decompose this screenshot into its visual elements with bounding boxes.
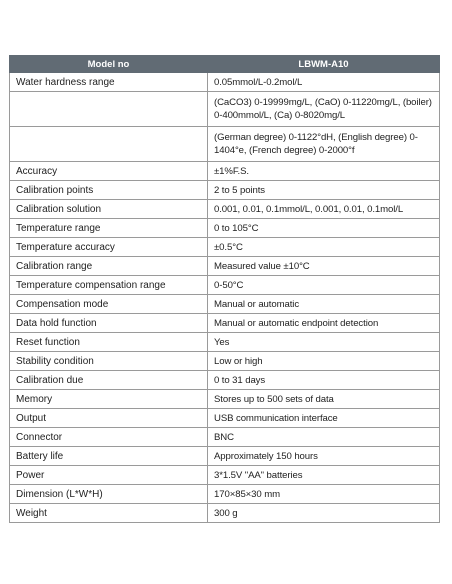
row-label: Stability condition [10, 352, 208, 371]
row-label: Temperature accuracy [10, 238, 208, 257]
table-header-row [10, 56, 440, 73]
row-value: Measured value ±10°C [208, 257, 440, 276]
row-value: 0.05mmol/L-0.2mol/L [208, 73, 440, 92]
row-value: 300 g [208, 504, 440, 523]
row-value: Low or high [208, 352, 440, 371]
row-label: Calibration range [10, 257, 208, 276]
table-row [10, 390, 440, 409]
row-value: USB communication interface [208, 409, 440, 428]
row-label: Accuracy [10, 162, 208, 181]
row-label: Weight [10, 504, 208, 523]
table-row [10, 352, 440, 371]
row-label: Battery life [10, 447, 208, 466]
row-label: Temperature compensation range [10, 276, 208, 295]
row-label: Calibration points [10, 181, 208, 200]
table-row [10, 409, 440, 428]
table-row [10, 257, 440, 276]
row-label: Compensation mode [10, 295, 208, 314]
row-value: Manual or automatic [208, 295, 440, 314]
header-model-value: LBWM-A10 [208, 56, 440, 73]
table-row [10, 295, 440, 314]
row-value: 3*1.5V "AA" batteries [208, 466, 440, 485]
row-label: Water hardness range [10, 73, 208, 92]
table-row [10, 485, 440, 504]
table-row [10, 314, 440, 333]
row-value: Manual or automatic endpoint detection [208, 314, 440, 333]
table-row [10, 162, 440, 181]
row-value: (CaCO3) 0-19999mg/L, (CaO) 0-11220mg/L, (boiler) 0-400mmol/L, (Ca) 0-8020mg/L [208, 92, 440, 127]
table-row [10, 92, 440, 127]
row-value: Stores up to 500 sets of data [208, 390, 440, 409]
row-label: Calibration due [10, 371, 208, 390]
row-value: 170×85×30 mm [208, 485, 440, 504]
row-label: Calibration solution [10, 200, 208, 219]
table-row [10, 219, 440, 238]
row-label: Reset function [10, 333, 208, 352]
row-label: Dimension (L*W*H) [10, 485, 208, 504]
header-model-no: Model no [10, 56, 208, 73]
row-value: 0-50°C [208, 276, 440, 295]
table-row [10, 238, 440, 257]
row-value: ±1%F.S. [208, 162, 440, 181]
row-value: 0.001, 0.01, 0.1mmol/L, 0.001, 0.01, 0.1mol/L [208, 200, 440, 219]
table-row [10, 504, 440, 523]
row-label [10, 127, 208, 162]
row-value: Yes [208, 333, 440, 352]
row-value: Approximately 150 hours [208, 447, 440, 466]
row-label: Temperature range [10, 219, 208, 238]
table-row [10, 466, 440, 485]
row-label [10, 92, 208, 127]
table-row [10, 276, 440, 295]
row-label: Connector [10, 428, 208, 447]
table-row [10, 73, 440, 92]
table-row [10, 447, 440, 466]
table-row [10, 371, 440, 390]
table-row [10, 181, 440, 200]
row-label: Output [10, 409, 208, 428]
table-row [10, 127, 440, 162]
row-value: (German degree) 0-1122°dH, (English degree) 0-1404°e, (French degree) 0-2000°f [208, 127, 440, 162]
row-value: BNC [208, 428, 440, 447]
table-row [10, 200, 440, 219]
specification-table [9, 55, 440, 523]
row-value: 0 to 105°C [208, 219, 440, 238]
row-value: 0 to 31 days [208, 371, 440, 390]
row-value: ±0.5°C [208, 238, 440, 257]
table-row [10, 428, 440, 447]
row-label: Memory [10, 390, 208, 409]
row-label: Data hold function [10, 314, 208, 333]
row-value: 2 to 5 points [208, 181, 440, 200]
table-row [10, 333, 440, 352]
row-label: Power [10, 466, 208, 485]
